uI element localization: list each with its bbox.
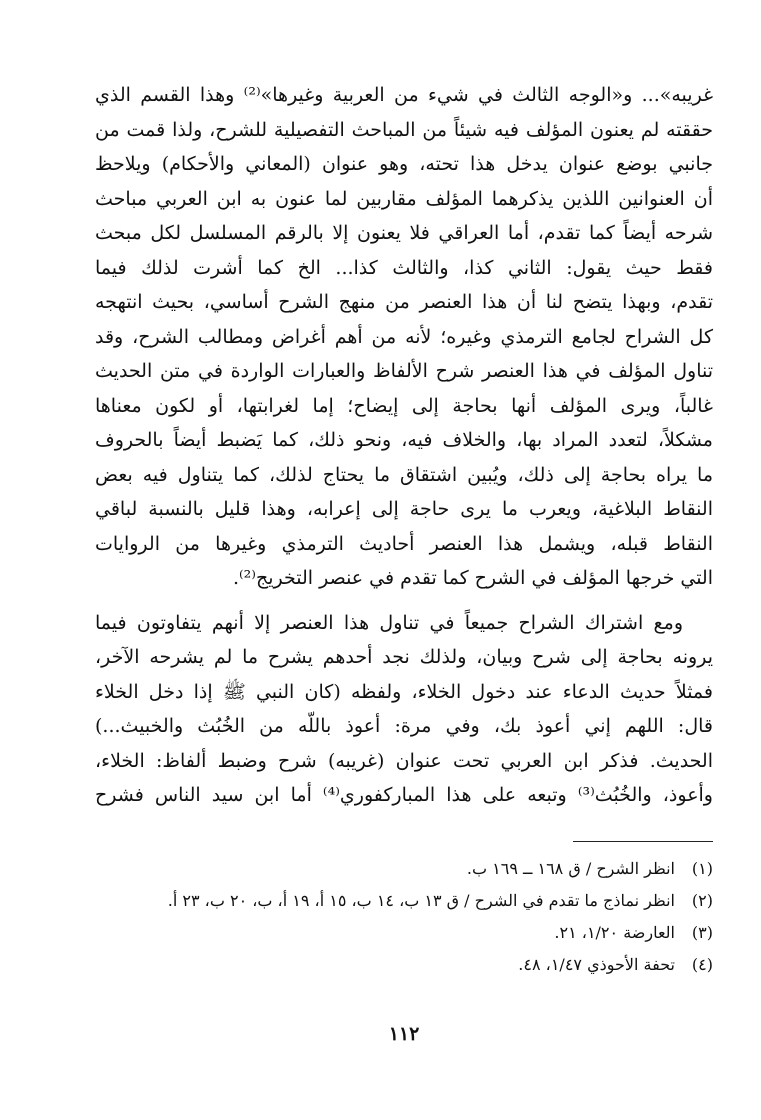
page-number: ١١٢ [388,1023,420,1045]
footnote [95,952,713,978]
paragraph-2 [95,606,713,813]
text-line: فمثلاً حديث الدعاء عند دخول الخلاء، ولفظه (كان النبي ﷺ إذا دخل الخلاء [95,680,713,703]
footnotes [95,856,713,984]
text-line: مشكلاً، لتعدد المراد بها، والخلاف فيه، ونحو ذلك، كما يَضبط أيضاً بالحروف [95,429,713,451]
text-line: قال: اللهم إني أعوذ بك، وفي مرة: أعوذ باللّه من الخُبُث والخبيث...) [95,715,713,737]
footnote-text: انظر نماذج ما تقدم في الشرح / ق ١٣ ب، ١٤ ب، ١٥ أ، ١٩ أ، ب، ٢٠ ب، ٢٣ أ. [167,891,675,910]
footnote [95,888,713,914]
text-line: غالباً، ويرى المؤلف أنها بحاجة إلى إيضاح؛ إما لغرابتها، أو لكون معناها [95,394,713,417]
text-line: فقط حيث يقول: الثاني كذا، والثالث كذا... الخ كما أشرت لذلك فيما [95,256,713,279]
paragraph-1 [95,78,713,596]
text-line: النقاط قبله، ويشمل هذا العنصر أحاديث الترمذي وغيرها من الروايات [95,532,713,555]
book-page [95,78,713,1078]
footnote-separator [573,841,713,842]
text-line: تناول المؤلف في هذا العنصر شرح الألفاظ والعبارات الواردة في متن الحديث [95,360,713,382]
text-line: حققته لم يعنون المؤلف فيه شيئاً من المباحث التفصيلية للشرح، ولذا قمت من [95,118,713,141]
text-line: الحديث. فذكر ابن العربي تحت عنوان (غريبه) شرح وضبط ألفاظ: الخلاء، [95,749,714,772]
text-line: كل الشراح لجامع الترمذي وغيره؛ لأنه من أهم أغراض ومطالب الشرح، وقد [95,325,713,348]
text-line: وأعوذ، والخُبُث⁽³⁾ وتبعه على هذا المباركفوري⁽⁴⁾ أما ابن سيد الناس فشرح [95,784,713,806]
text-line: غريبه»... و«الوجه الثالث في شيء من العربية وغيرها»⁽²⁾ وهذا القسم الذي [95,84,714,106]
text-line: النقاط البلاغية، ويعرب ما يرى حاجة إلى إعرابه، وهذا قليل بالنسبة لباقي [95,498,713,520]
footnote-number: (١) [691,859,713,878]
text-line: يرونه بحاجة إلى شرح وبيان، ولذلك نجد أحدهم يشرح ما لم يشرحه الآخر، [95,646,713,668]
footnote-text: تحفة الأحوذي ١/٤٧، ٤٨. [518,955,675,974]
text-line: جانبي بوضع عنوان يدخل هذا تحته، وهو عنوان (المعاني والأحكام) ويلاحظ [95,153,713,175]
text-line: ما يراه بحاجة إلى ذلك، ويُبين اشتقاق ما يحتاج لذلك، كما يتناول فيه بعض [95,463,713,486]
footnote-text: العارضة ١/٢٠، ٢١. [554,923,675,942]
footnote [95,920,713,946]
footnote [95,856,713,882]
text-line: تقدم، وبهذا يتضح لنا أن هذا العنصر من منهج الشرح أساسي، بحيث انتهجه [95,291,713,313]
text-line: التي خرجها المؤلف في الشرح كما تقدم في عنصر التخريج⁽²⁾. [232,567,713,589]
footnote-number: (٣) [691,923,713,942]
footnote-text: انظر الشرح / ق ١٦٨ ــ ١٦٩ ب. [466,859,675,878]
text-line: شرحه أيضاً كما تقدم، أما العراقي فلا يعنون إلا بالرقم المسلسل لكل مبحث [95,222,713,244]
text-line: أن العنوانين اللذين يذكرهما المؤلف مقاربين لما عنون به ابن العربي مباحث [95,187,713,210]
text-line: ومع اشتراك الشراح جميعاً في تناول هذا العنصر إلا أنهم يتفاوتون فيما [95,611,683,634]
footnote-number: (٤) [691,955,713,974]
footnote-number: (٢) [691,891,713,910]
